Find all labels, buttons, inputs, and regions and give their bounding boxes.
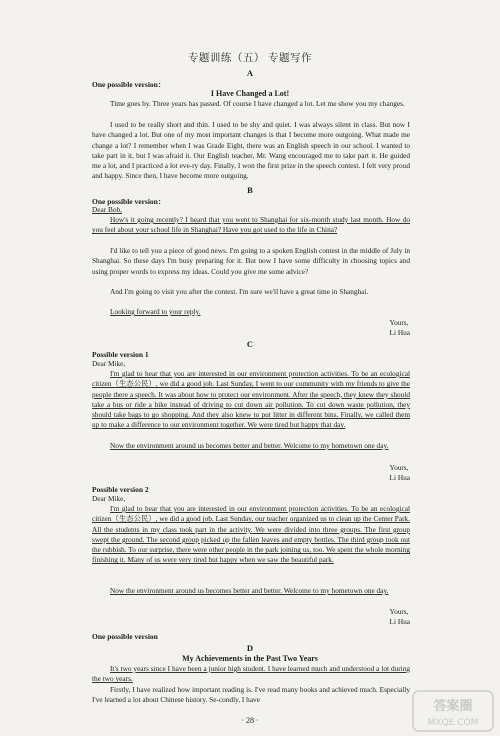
section-a-paragraph-2: I used to be really short and thin. I used to be shy and quiet. I was always silent in class. But now I have changed a lot. But one of my most important changes is that I become more outgoing. What made me change a lot? I remember when I was Grade Eight, there was an English speech in our school. I wanted to take part in it, but I was afraid it. Our English teacher, Mr. Wang encouraged me to take part it. He guided me a lot, and I practiced a lot eve-ry day. Finally, I won the first prize in the speech contest. I felt very proud and happy. Since then, I have become more outgoing. xyxy=(92,120,410,181)
section-b-paragraph-1-text: How's it going recently? I heard that you went to Shanghai for six-month study last month. How do you feel about your school life in Shanghai? Have you got used to the life in China? xyxy=(92,215,410,235)
section-c2-paragraph-2 xyxy=(92,586,410,596)
section-d-title: My Achievements in the Past Two Years xyxy=(182,654,318,663)
section-b-label: One possible version： xyxy=(92,197,166,206)
section-a-heading: A xyxy=(246,68,254,78)
section-c2-signature xyxy=(390,607,410,626)
section-c1-paragraph-1 xyxy=(92,369,410,431)
section-b-heading: B xyxy=(247,185,253,195)
section-a-title: I Have Changed a Lot! xyxy=(210,89,290,98)
section-c-label-1: Possible version 1 xyxy=(92,350,149,359)
svg-text:答案圈: 答案圈 xyxy=(433,699,473,714)
section-b-signature xyxy=(390,318,410,337)
svg-text:MXQE.COM: MXQE.COM xyxy=(427,718,479,728)
section-b-closing-text: Looking forward to your reply. xyxy=(110,307,201,316)
section-c2-greeting: Dear Mike, xyxy=(92,494,126,503)
section-d-label: One possible version xyxy=(92,632,158,641)
section-c1-paragraph-1-text: I'm glad to hear that you are interested in our environment protection activities. To be an ecological citizen（生态公民）, we did a good job. Last Sunday, I went to our community with my friends to give the people there a speech. It was about how to protect our environment. After the speech, they knew they should take a bus or ride a bike instead of driving to cut down air pollution. To cut down waste pollution, they should take bags to go shopping. And they also knew to put litter in different bins. Finally, we called them up to make a difference to our environment together. We were tired but happy that day. xyxy=(92,369,410,430)
section-b-greeting: Dear Bob, xyxy=(92,205,122,214)
section-b-closing xyxy=(92,307,410,317)
section-b-paragraph-2: I'd like to tell you a piece of good news. I'm going to a spoken English contest in the middle of July in Shanghai. So these days I'm busy preparing for it. But now I have some difficulty in choosing topics and using proper words to express my ideas. Could you give me some advice? xyxy=(92,246,410,276)
section-b-yours: Yours, xyxy=(389,318,409,327)
section-b-paragraph-1 xyxy=(92,215,410,236)
section-a-label: One possible version： xyxy=(92,80,166,89)
section-d-paragraph-2: Firstly, I have realized how important reading is. I've read many books and achieved much. Especially I've learned a lot about Chinese history. Se-condly, I have xyxy=(92,685,410,705)
section-c2-name: Li Hua xyxy=(389,616,410,626)
section-b-paragraph-3: And I'm going to visit you after the contest. I'm sure we'll have a great time in Shanghai. xyxy=(110,287,369,296)
watermark-logo xyxy=(412,690,494,732)
section-c1-name: Li Hua xyxy=(389,472,410,482)
section-c1-yours: Yours, xyxy=(389,463,409,472)
page-header: 专题训练（五） 专题写作 xyxy=(187,53,313,64)
section-c2-yours: Yours, xyxy=(389,607,409,616)
section-d-paragraph-1 xyxy=(92,664,410,685)
section-c2-paragraph-1 xyxy=(92,504,410,566)
section-c2-paragraph-1-text: I'm glad to hear that you are interested in our environment protection activities. To be an ecological citizen（生态公民）, we did a good job. Last Sunday, our teacher organized us to clean up the Center Park. All the students in my class took part in the activity. We were divided into three groups. The first group swept the ground. The second group picked up the fallen leaves and empty bottles. The third group took out the rubbish. To our surprise, there were other people in the park joining us, too. We spent the whole morning finishing it. Many of us were very tired but happy when we saw the beautiful park. xyxy=(92,504,410,565)
section-c1-paragraph-2-text: Now the environment around us becomes better and better. Welcome to my hometown one day. xyxy=(110,441,389,450)
section-c1-greeting: Dear Mike, xyxy=(92,359,126,368)
section-c2-paragraph-2-text: Now the environment around us becomes better and better. Welcome to my hometown one day. xyxy=(110,586,389,595)
section-d-paragraph-1-text: It's two years since I have been a junior high student. I have learned much and understood a lot during the two years. xyxy=(92,664,410,684)
section-c-label-2: Possible version 2 xyxy=(92,485,149,494)
section-c-heading: C xyxy=(246,339,254,349)
section-c1-paragraph-2 xyxy=(92,441,410,451)
section-c1-signature xyxy=(390,463,410,482)
page-number: · 28 · xyxy=(241,716,259,725)
section-b-name: Li Hua xyxy=(389,327,410,337)
section-a-paragraph-1: Time goes by. Three years has passed. Of course I have changed a lot. Let me show you my changes. xyxy=(110,99,405,108)
section-d-heading: D xyxy=(246,643,254,653)
